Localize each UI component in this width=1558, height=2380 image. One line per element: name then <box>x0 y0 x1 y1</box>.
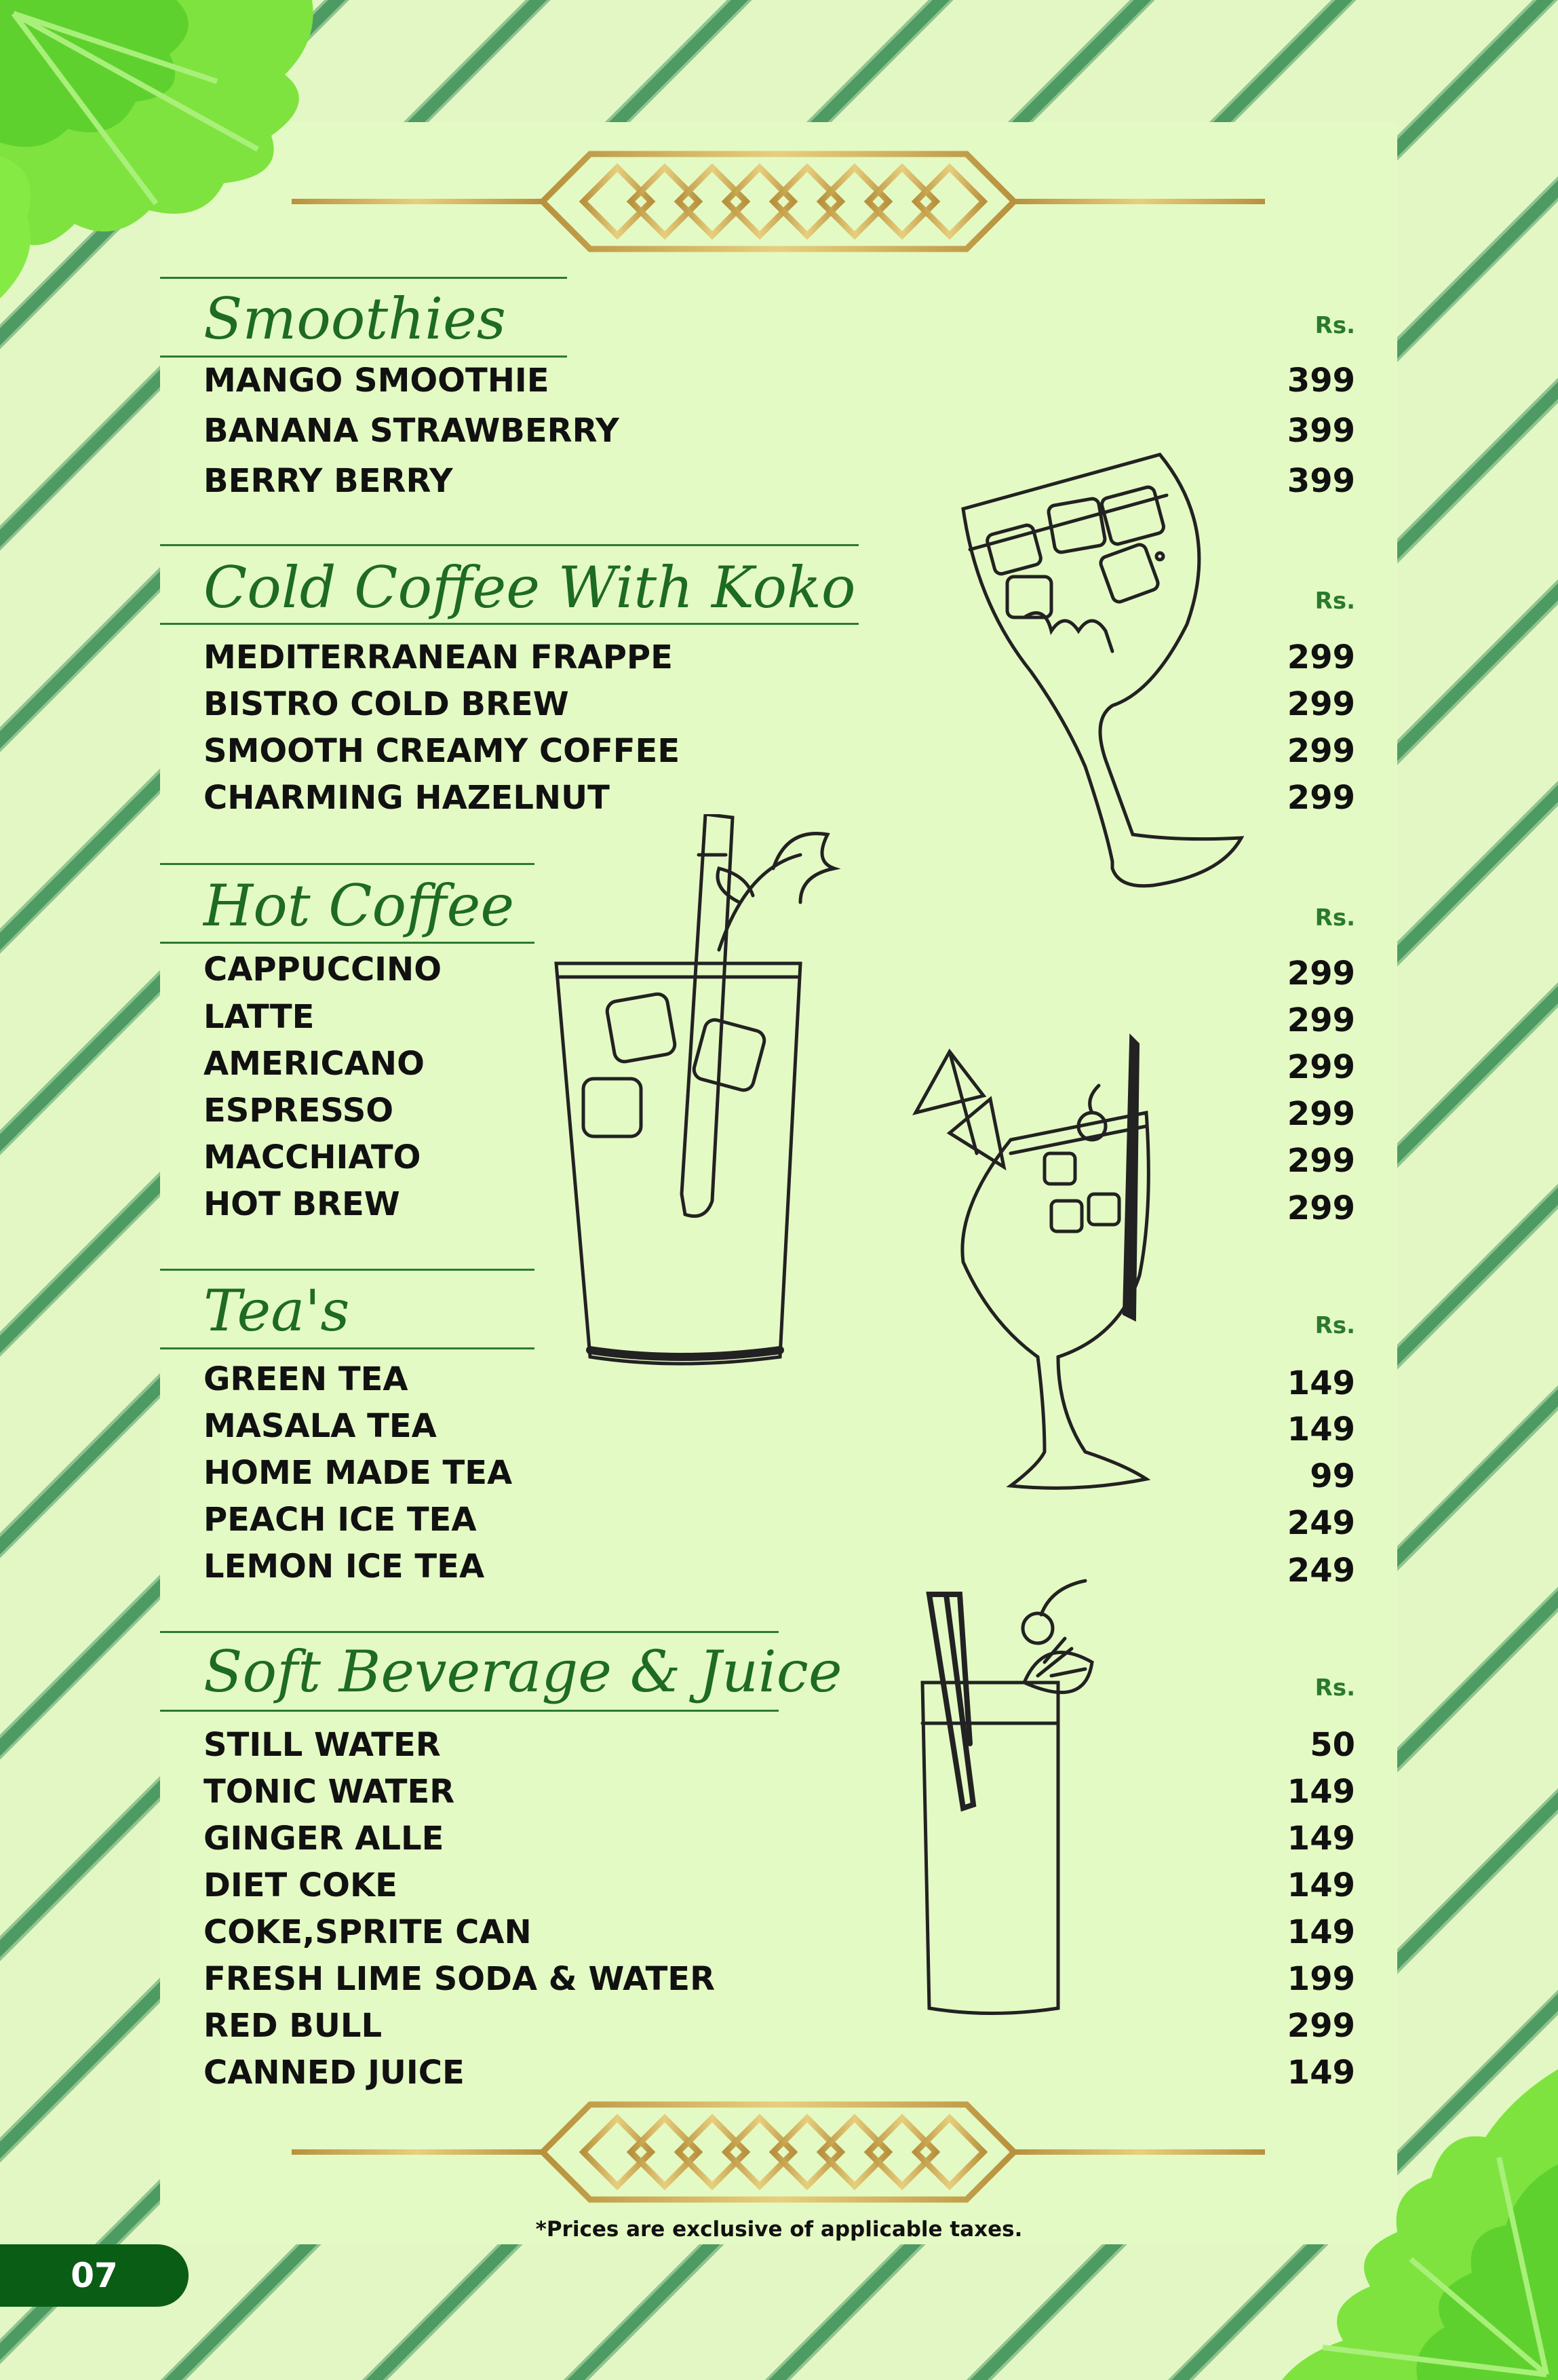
currency-label: Rs. <box>1314 588 1355 615</box>
menu-item-name: RED BULL <box>203 2007 383 2045</box>
tall-glass-lime-drink-illustration <box>909 1574 1133 2022</box>
menu-item-price: 299 <box>1287 1142 1355 1180</box>
currency-label: Rs. <box>1314 1312 1355 1339</box>
menu-item-price: 299 <box>1287 732 1355 770</box>
menu-item-price: 299 <box>1287 1095 1355 1133</box>
menu-item-name: MANGO SMOOTHIE <box>203 362 549 400</box>
menu-item-price: 399 <box>1287 362 1355 400</box>
currency-label: Rs. <box>1314 312 1355 339</box>
menu-item-price: 299 <box>1287 779 1355 817</box>
menu-item-price: 249 <box>1287 1552 1355 1590</box>
section-title-cold-coffee: Cold Coffee With Koko <box>203 554 856 621</box>
menu-item-price: 149 <box>1287 1866 1355 1904</box>
menu-item-name: BISTRO COLD BREW <box>203 685 569 723</box>
menu-item-name: GREEN TEA <box>203 1360 408 1398</box>
menu-item-name: DIET COKE <box>203 1866 397 1904</box>
menu-item-name: STILL WATER <box>203 1726 441 1764</box>
menu-item-price: 149 <box>1287 1410 1355 1448</box>
menu-item-price: 299 <box>1287 955 1355 993</box>
menu-item-price: 149 <box>1287 1364 1355 1402</box>
menu-item-price: 299 <box>1287 1001 1355 1039</box>
menu-item-name: LATTE <box>203 998 315 1036</box>
menu-item-name: BANANA STRAWBERRY <box>203 412 619 450</box>
menu-item-name: SMOOTH CREAMY COFFEE <box>203 732 680 770</box>
highball-glass-drink-illustration <box>543 814 882 1398</box>
menu-item-price: 149 <box>1287 2054 1355 2092</box>
menu-item-price: 50 <box>1310 1726 1355 1764</box>
menu-item-price: 149 <box>1287 1820 1355 1858</box>
menu-item-price: 299 <box>1287 685 1355 723</box>
page-number-badge <box>0 2244 189 2307</box>
section-line-bottom <box>160 942 534 944</box>
menu-item-price: 249 <box>1287 1504 1355 1542</box>
section-line-bottom <box>160 356 567 358</box>
menu-item-price: 299 <box>1287 638 1355 676</box>
menu-item-name: GINGER ALLE <box>203 1820 444 1858</box>
menu-item-price: 299 <box>1287 1048 1355 1086</box>
section-line-top <box>160 277 567 279</box>
section-line-bottom <box>160 1347 534 1349</box>
menu-item-name: HOME MADE TEA <box>203 1454 513 1492</box>
section-title-hot-coffee: Hot Coffee <box>203 872 515 939</box>
menu-item-name: AMERICANO <box>203 1045 425 1083</box>
menu-item-price: 399 <box>1287 462 1355 500</box>
gold-ornament-divider <box>292 144 1265 259</box>
currency-label: Rs. <box>1314 904 1355 932</box>
menu-item-name: BERRY BERRY <box>203 462 453 500</box>
tax-disclaimer: *Prices are exclusive of applicable taxes. <box>535 2217 1023 2242</box>
menu-item-name: PEACH ICE TEA <box>203 1501 477 1539</box>
menu-item-name: TONIC WATER <box>203 1773 455 1811</box>
menu-item-name: MACCHIATO <box>203 1138 421 1176</box>
menu-item-price: 299 <box>1287 2007 1355 2045</box>
section-line-bottom <box>160 623 859 625</box>
menu-item-price: 299 <box>1287 1189 1355 1227</box>
section-line-top <box>160 544 859 546</box>
menu-item-name: ESPRESSO <box>203 1092 394 1130</box>
menu-item-name: CANNED JUICE <box>203 2054 465 2092</box>
menu-item-name: LEMON ICE TEA <box>203 1548 485 1586</box>
section-title-teas: Tea's <box>203 1278 350 1344</box>
section-line-top <box>160 863 534 865</box>
menu-item-price: 99 <box>1310 1457 1355 1495</box>
menu-item-name: CHARMING HAZELNUT <box>203 779 610 817</box>
menu-item-price: 149 <box>1287 1773 1355 1811</box>
section-line-bottom <box>160 1710 779 1712</box>
gold-ornament-divider <box>292 2094 1265 2210</box>
menu-item-name: MASALA TEA <box>203 1407 437 1445</box>
page-number: 07 <box>71 2256 118 2295</box>
section-line-top <box>160 1269 534 1271</box>
menu-item-price: 149 <box>1287 1913 1355 1951</box>
section-title-soft-beverage: Soft Beverage & Juice <box>203 1638 842 1705</box>
menu-item-price: 199 <box>1287 1960 1355 1998</box>
menu-item-name: FRESH LIME SODA & WATER <box>203 1960 716 1998</box>
menu-item-name: MEDITERRANEAN FRAPPE <box>203 638 673 676</box>
section-line-top <box>160 1631 779 1633</box>
menu-item-price: 399 <box>1287 412 1355 450</box>
menu-item-name: CAPPUCCINO <box>203 951 442 989</box>
currency-label: Rs. <box>1314 1674 1355 1702</box>
section-title-smoothies: Smoothies <box>203 286 506 352</box>
menu-item-name: COKE,SPRITE CAN <box>203 1913 532 1951</box>
menu-item-name: HOT BREW <box>203 1185 400 1223</box>
cocktail-umbrella-drink-illustration <box>909 1031 1221 1506</box>
